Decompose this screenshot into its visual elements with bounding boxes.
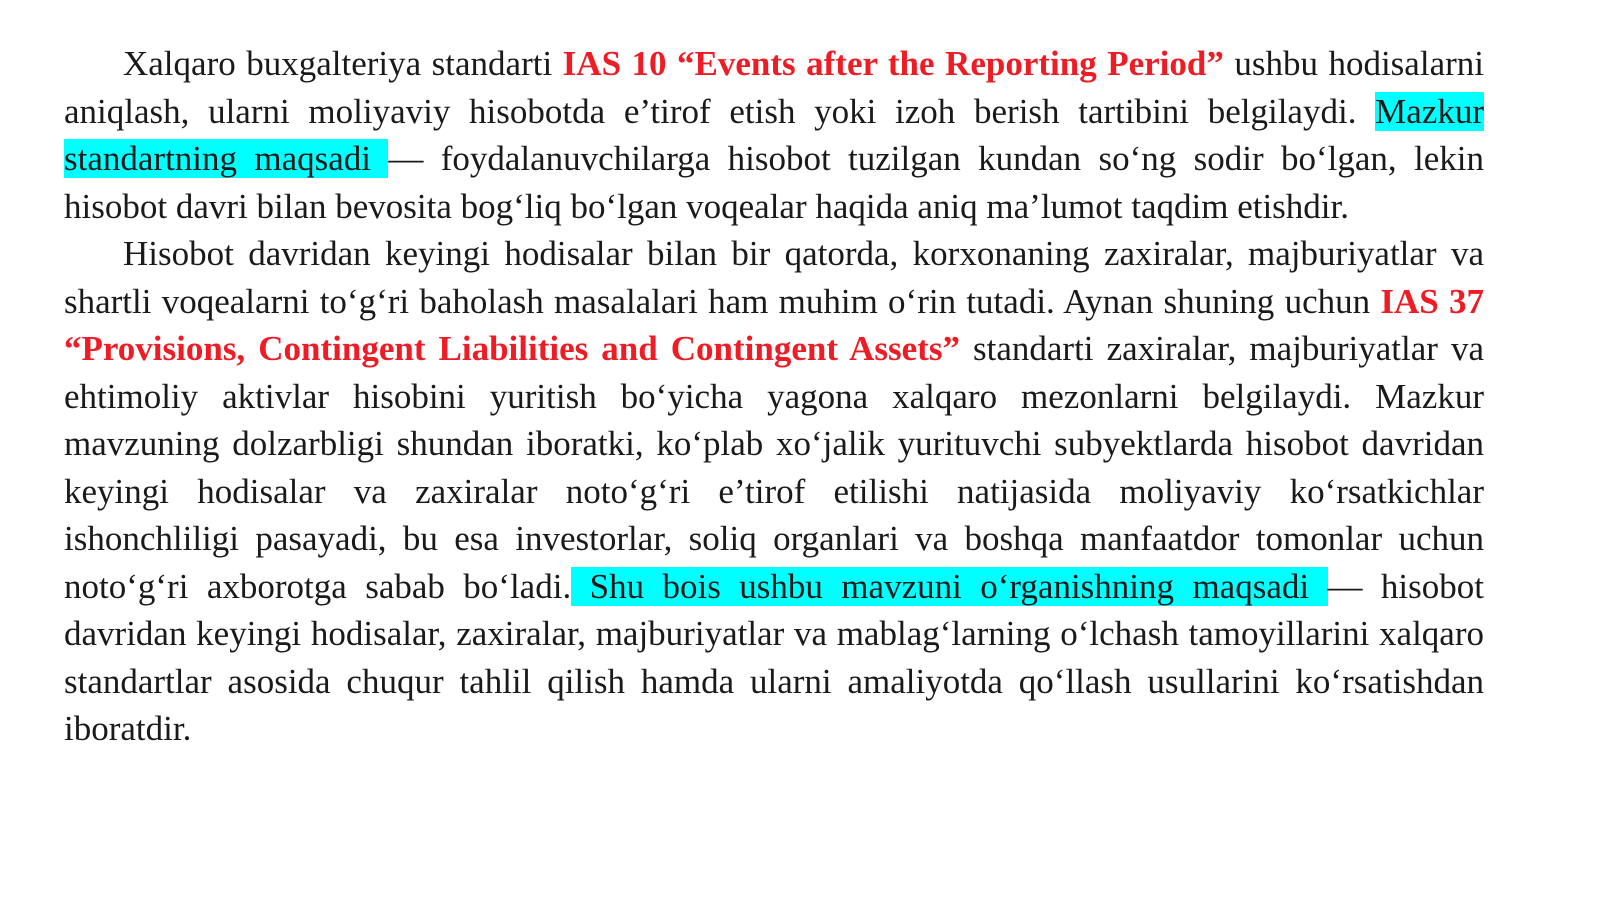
p1-text-a: Xalqaro buxgalteriya standarti — [123, 44, 563, 83]
paragraph-ias37 — [64, 230, 1484, 753]
p1-text-b: ushbu hodisalarni aniqlash, ularni moliyaviy hisobotda e’tirof etish yoki izoh berish tartibini belgilaydi. — [64, 44, 1484, 131]
p2-text-b: standarti zaxiralar, majburiyatlar va ehtimoliy aktivlar hisobini yuritish bo‘yicha yagona xalqaro mezonlarni belgilaydi. Mazkur mavzuning dolzarbligi shundan iboratki, ko‘plab xo‘jalik yurituvchi subyektlarda hisobot davridan keyingi hodisalar va zaxiralar noto‘g‘ri e’tirof etilishi natijasida moliyaviy ko‘rsatkichlar ishonchliligi pasayadi, bu esa investorlar, soliq organlari va boshqa manfaatdor tomonlar uchun noto‘g‘ri axborotga sabab bo‘ladi. — [64, 329, 1484, 606]
p1-text-c: — foydalanuvchilarga hisobot tuzilgan kundan so‘ng sodir bo‘lgan, lekin hisobot davri bilan bevosita bog‘liq bo‘lgan voqealar haqida aniq ma’lumot taqdim etishdir. — [64, 139, 1485, 226]
highlight-study-purpose: Shu bois ushbu mavzuni o‘rganishning maqsadi — [571, 566, 1328, 606]
p2-text-a: Hisobot davridan keyingi hodisalar bilan bir qatorda, korxonaning zaxiralar, majburiyatlar va shartli voqealarni to‘g‘ri baholash masalalari ham muhim o‘rin tutadi. Aynan shuning uchun — [64, 234, 1484, 321]
ias10-standard-title: IAS 10 “Events after the Reporting Period” — [562, 44, 1224, 83]
highlight-standard-purpose: Mazkur standartning maqsadi — [64, 91, 1484, 178]
ias37-standard-title: IAS 37 “Provisions, Contingent Liabilities and Contingent Assets” — [64, 281, 1484, 368]
p2-text-c: — hisobot davridan keyingi hodisalar, zaxiralar, majburiyatlar va mablag‘larning o‘lchash tamoyillarini xalqaro standartlar asosida chuqur tahlil qilish hamda ularni amaliyotda qo‘llash usullarini ko‘rsatishdan iboratdir. — [64, 566, 1484, 748]
paragraph-ias10 — [64, 40, 1484, 230]
